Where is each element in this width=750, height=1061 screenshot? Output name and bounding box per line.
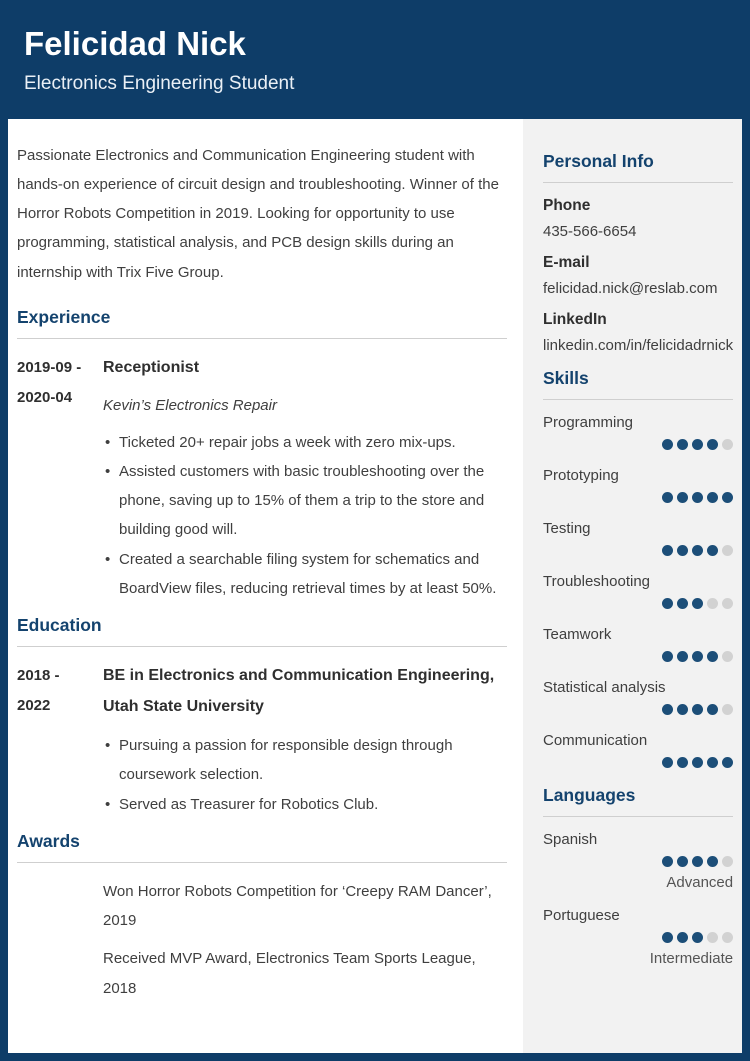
language-proficiency: Intermediate — [649, 949, 734, 967]
awards-date-spacer — [17, 877, 103, 1012]
language-proficiency: Advanced — [666, 873, 734, 891]
skill-name: Prototyping — [543, 466, 619, 484]
skill-level-dots — [543, 492, 733, 503]
education-date-start: 2018 - — [17, 667, 60, 685]
level-dot-filled — [692, 545, 703, 556]
candidate-name: Felicidad Nick — [24, 25, 246, 62]
level-dot-filled — [662, 932, 673, 943]
contact-linkedin — [543, 311, 733, 354]
skill-level-dots — [543, 545, 733, 556]
level-dot-filled — [707, 492, 718, 503]
level-dot-filled — [707, 439, 718, 450]
level-dot-filled — [662, 651, 673, 662]
skill-item — [543, 414, 733, 450]
level-dot-filled — [707, 856, 718, 867]
awards-entry — [17, 877, 507, 1012]
education-bullet: • Served as Treasurer for Robotics Club. — [103, 790, 507, 819]
level-dot-filled — [707, 704, 718, 715]
skill-level-dots — [543, 704, 733, 715]
level-dot-empty — [722, 932, 733, 943]
level-dot-filled — [677, 651, 688, 662]
level-dot-filled — [662, 757, 673, 768]
level-dot-filled — [677, 704, 688, 715]
education-section — [17, 615, 507, 819]
linkedin-value: linkedin.com/in/felicidadrnick — [543, 336, 734, 354]
education-entry — [17, 661, 507, 819]
experience-bullet: • Ticketed 20+ repair jobs a week with zero mix-ups. — [103, 428, 507, 457]
experience-date-end: 2020-04 — [17, 388, 73, 406]
level-dot-filled — [707, 757, 718, 768]
summary-text: Passionate Electronics and Communication Engineering student with hands-on experience of circuit design and troubleshooting. Winner of the Horror Robots Competition in 2019. Looking for opportunity to use programming, statistical analysis, and PCB design skills during an internship with Trix Five Group. — [17, 146, 499, 281]
skills-heading: Skills — [543, 368, 733, 400]
education-details — [103, 661, 507, 819]
level-dot-filled — [722, 757, 733, 768]
skill-item — [543, 467, 733, 503]
level-dot-filled — [692, 651, 703, 662]
skill-name: Statistical analysis — [543, 678, 666, 696]
level-dot-filled — [677, 757, 688, 768]
level-dot-filled — [662, 598, 673, 609]
skill-item — [543, 679, 733, 715]
skill-level-dots — [543, 598, 733, 609]
email-label: E-mail — [543, 253, 590, 271]
level-dot-filled — [662, 856, 673, 867]
experience-bullet: • Assisted customers with basic troubleshooting over the phone, saving up to 15% of them a trip to the store and building good will. — [103, 457, 507, 545]
resume-body — [8, 119, 742, 1053]
language-level-dots — [543, 932, 733, 943]
award-item: Received MVP Award, Electronics Team Sports League, 2018 — [103, 950, 476, 997]
education-bullet-list — [103, 731, 507, 819]
linkedin-label: LinkedIn — [543, 310, 607, 328]
level-dot-empty — [722, 856, 733, 867]
email-value: felicidad.nick@reslab.com — [543, 279, 718, 297]
level-dot-filled — [662, 704, 673, 715]
level-dot-filled — [677, 598, 688, 609]
main-column — [8, 119, 523, 1053]
experience-details — [103, 353, 507, 603]
level-dot-filled — [722, 492, 733, 503]
level-dot-filled — [692, 439, 703, 450]
level-dot-empty — [722, 704, 733, 715]
experience-date-start: 2019-09 - — [17, 358, 82, 376]
skill-name: Testing — [543, 519, 591, 537]
education-dates — [17, 661, 103, 819]
awards-section — [17, 831, 507, 1012]
languages-heading: Languages — [543, 785, 733, 817]
level-dot-filled — [692, 757, 703, 768]
skill-item — [543, 732, 733, 768]
phone-value: 435-566-6654 — [543, 222, 637, 240]
skill-item — [543, 520, 733, 556]
skill-name: Teamwork — [543, 625, 612, 643]
experience-bullet-list — [103, 428, 507, 604]
level-dot-empty — [722, 598, 733, 609]
level-dot-filled — [662, 492, 673, 503]
level-dot-filled — [692, 932, 703, 943]
degree-title: BE in Electronics and Communication Engineering, Utah State University — [103, 667, 495, 715]
education-bullet: • Pursuing a passion for responsible design through coursework selection. — [103, 731, 507, 790]
skill-item — [543, 573, 733, 609]
level-dot-filled — [692, 492, 703, 503]
experience-heading: Experience — [17, 307, 507, 339]
skill-name: Troubleshooting — [543, 572, 651, 590]
awards-details — [103, 877, 507, 1012]
level-dot-filled — [662, 439, 673, 450]
skill-level-dots — [543, 439, 733, 450]
skill-level-dots — [543, 651, 733, 662]
award-item: Won Horror Robots Competition for ‘Creepy RAM Dancer’, 2019 — [103, 882, 492, 930]
contact-phone — [543, 197, 733, 240]
level-dot-empty — [722, 651, 733, 662]
resume-header — [8, 8, 742, 119]
level-dot-filled — [707, 545, 718, 556]
language-item — [543, 907, 733, 967]
experience-entry — [17, 353, 507, 603]
experience-bullet: • Created a searchable filing system for schematics and BoardView files, reducing retrieval times by at least 50%. — [103, 545, 507, 604]
level-dot-filled — [677, 492, 688, 503]
experience-dates — [17, 353, 103, 603]
level-dot-filled — [677, 545, 688, 556]
level-dot-filled — [677, 439, 688, 450]
skill-item — [543, 626, 733, 662]
candidate-title: Electronics Engineering Student — [24, 72, 295, 94]
level-dot-empty — [707, 932, 718, 943]
education-heading: Education — [17, 615, 507, 647]
job-title: Receptionist — [103, 358, 200, 376]
language-level-dots — [543, 856, 733, 867]
language-name: Portuguese — [543, 906, 620, 924]
education-date-end: 2022 — [17, 697, 51, 715]
skill-level-dots — [543, 757, 733, 768]
language-item — [543, 831, 733, 891]
level-dot-empty — [722, 545, 733, 556]
skill-name: Communication — [543, 731, 648, 749]
level-dot-filled — [692, 856, 703, 867]
level-dot-filled — [677, 932, 688, 943]
personal-info-heading: Personal Info — [543, 151, 733, 183]
level-dot-filled — [677, 856, 688, 867]
contact-email — [543, 254, 733, 297]
language-name: Spanish — [543, 830, 598, 848]
level-dot-empty — [722, 439, 733, 450]
level-dot-empty — [707, 598, 718, 609]
level-dot-filled — [692, 704, 703, 715]
level-dot-filled — [662, 545, 673, 556]
awards-heading: Awards — [17, 831, 507, 863]
level-dot-filled — [692, 598, 703, 609]
experience-section — [17, 307, 507, 603]
company-name: Kevin’s Electronics Repair — [103, 397, 277, 415]
sidebar — [523, 119, 750, 1053]
level-dot-filled — [707, 651, 718, 662]
skill-name: Programming — [543, 413, 634, 431]
phone-label: Phone — [543, 196, 591, 214]
